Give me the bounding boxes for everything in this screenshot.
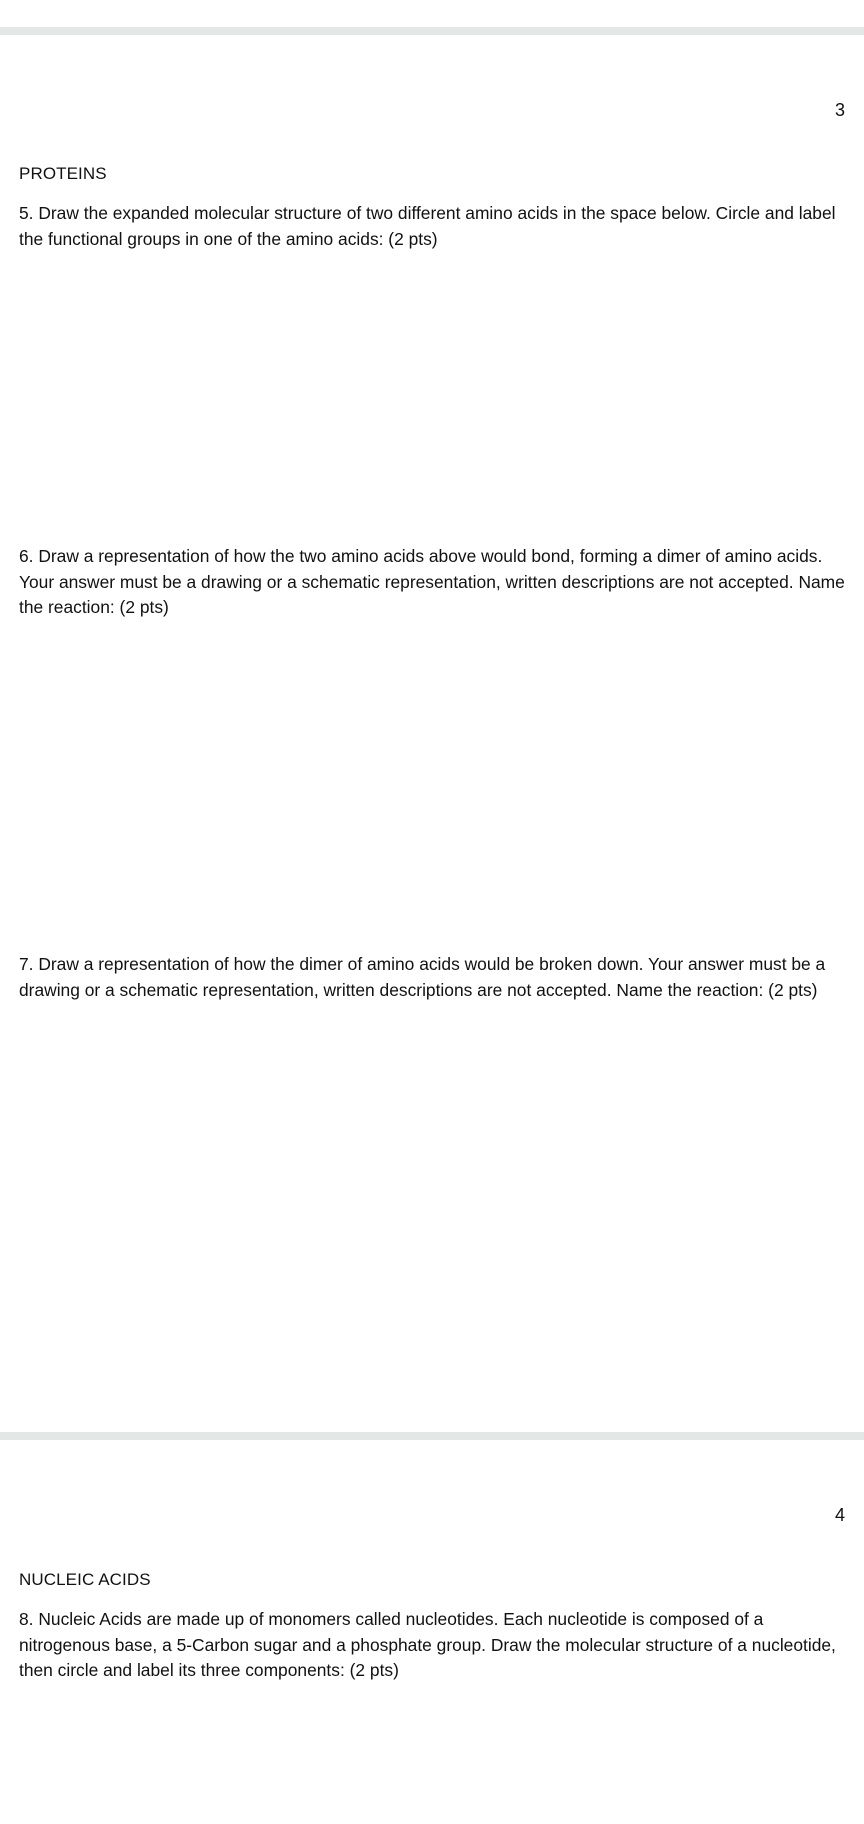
section-title-proteins: PROTEINS (19, 164, 107, 183)
question-8: 8. Nucleic Acids are made up of monomers called nucleotides. Each nucleotide is composed of a nitrogenous base, a 5-Carbon sugar and a phosphate group. Draw the molecular structure of a nucleotide, then circle and label its three components: (2 pts) (19, 1609, 836, 1680)
page-separator (0, 1432, 864, 1440)
question-5: 5. Draw the expanded molecular structure of two different amino acids in the space below. Circle and label the functional groups in one of the amino acids: (2 pts) (19, 203, 836, 249)
question-6: 6. Draw a representation of how the two amino acids above would bond, forming a dimer of amino acids. Your answer must be a drawing or a schematic representation, written descriptions are not accepted. Name the reaction: (2 pts) (19, 546, 845, 617)
page-number: 3 (834, 100, 845, 120)
page-number: 4 (834, 1505, 845, 1525)
page-separator-top (0, 27, 864, 35)
section-title-nucleic-acids: NUCLEIC ACIDS (19, 1570, 151, 1589)
question-7: 7. Draw a representation of how the dimer of amino acids would be broken down. Your answer must be a drawing or a schematic representation, written descriptions are not accepted. Name the reaction: (2 pts) (19, 954, 826, 1000)
